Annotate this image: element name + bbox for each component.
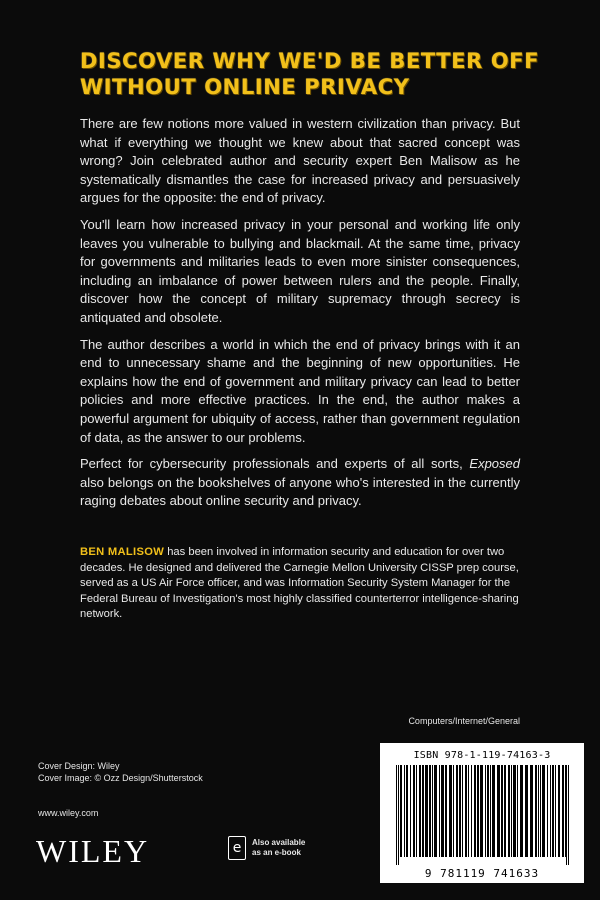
isbn-barcode <box>380 743 584 883</box>
author-bio <box>80 545 520 623</box>
barcode-bars <box>394 765 572 865</box>
paragraph-4-intro: Perfect for cybersecurity professionals and experts of all sorts, <box>80 456 470 472</box>
ebook-line-2: as an e-book <box>252 848 301 857</box>
cover-credits <box>38 760 203 784</box>
ebook-line-1: Also available <box>252 838 306 847</box>
isbn-number: ISBN 978-1-119-74163-3 <box>413 750 551 761</box>
back-cover-headline <box>80 48 540 100</box>
e-book-icon: e <box>228 836 246 860</box>
description-paragraph-4 <box>80 455 520 511</box>
publisher-website: www.wiley.com <box>38 808 99 818</box>
headline-line-1: DISCOVER WHY WE'D BE BETTER OFF <box>80 49 540 73</box>
book-title-italic: Exposed <box>469 456 520 472</box>
ebook-text <box>252 838 305 858</box>
headline-line-2: WITHOUT ONLINE PRIVACY <box>80 75 410 99</box>
paragraph-4-rest: also belongs on the bookshelves of anyone who's interested in the currently raging debates about online security and privacy. <box>80 474 520 509</box>
description-paragraph-2: You'll learn how increased privacy in your personal and working life only leaves you vulnerable to bullying and blackmail. At the same time, privacy for governments and militaries leads to even more sinister consequences, including an imbalance of power between rulers and the people. Finally, discover how the concept of military supremacy through secrecy is antiquated and obsolete. <box>80 216 520 325</box>
book-description <box>80 115 520 519</box>
description-paragraph-1: There are few notions more valued in western civilization than privacy. But what if everything we thought we knew about that sacred concept was wrong? Join celebrated author and security expert Ben Malisow as he systematically dismantles the case for increased privacy and persuasively argues for the opposite: the end of privacy. <box>80 116 520 206</box>
barcode-digits: 9 781119 741633 <box>424 867 540 880</box>
author-name: BEN MALISOW <box>80 546 165 558</box>
cover-design-credit: Cover Design: Wiley <box>38 761 120 771</box>
cover-image-credit: Cover Image: © Ozz Design/Shutterstock <box>38 773 203 783</box>
book-category: Computers/Internet/General <box>408 716 520 726</box>
author-bio-text: has been involved in information security and education for over two decades. He designed and delivered the Carnegie Mellon University CISSP prep course, served as a US Air Force officer, and was Information Security System Manager for the Federal Bureau of Investigation's most highly classified counterterror intelligence-sharing network. <box>80 546 519 621</box>
ebook-availability <box>228 836 305 860</box>
description-paragraph-3: The author describes a world in which the end of privacy brings with it an end to unnecessary shame and the beginning of new opportunities. He explains how the end of government and military privacy can lead to better policies and more effective practices. In the end, the author makes a powerful argument for ubiquity of access, rather than government regulation of data, as the answer to our problems. <box>80 336 520 445</box>
publisher-logo: WILEY <box>36 833 150 869</box>
